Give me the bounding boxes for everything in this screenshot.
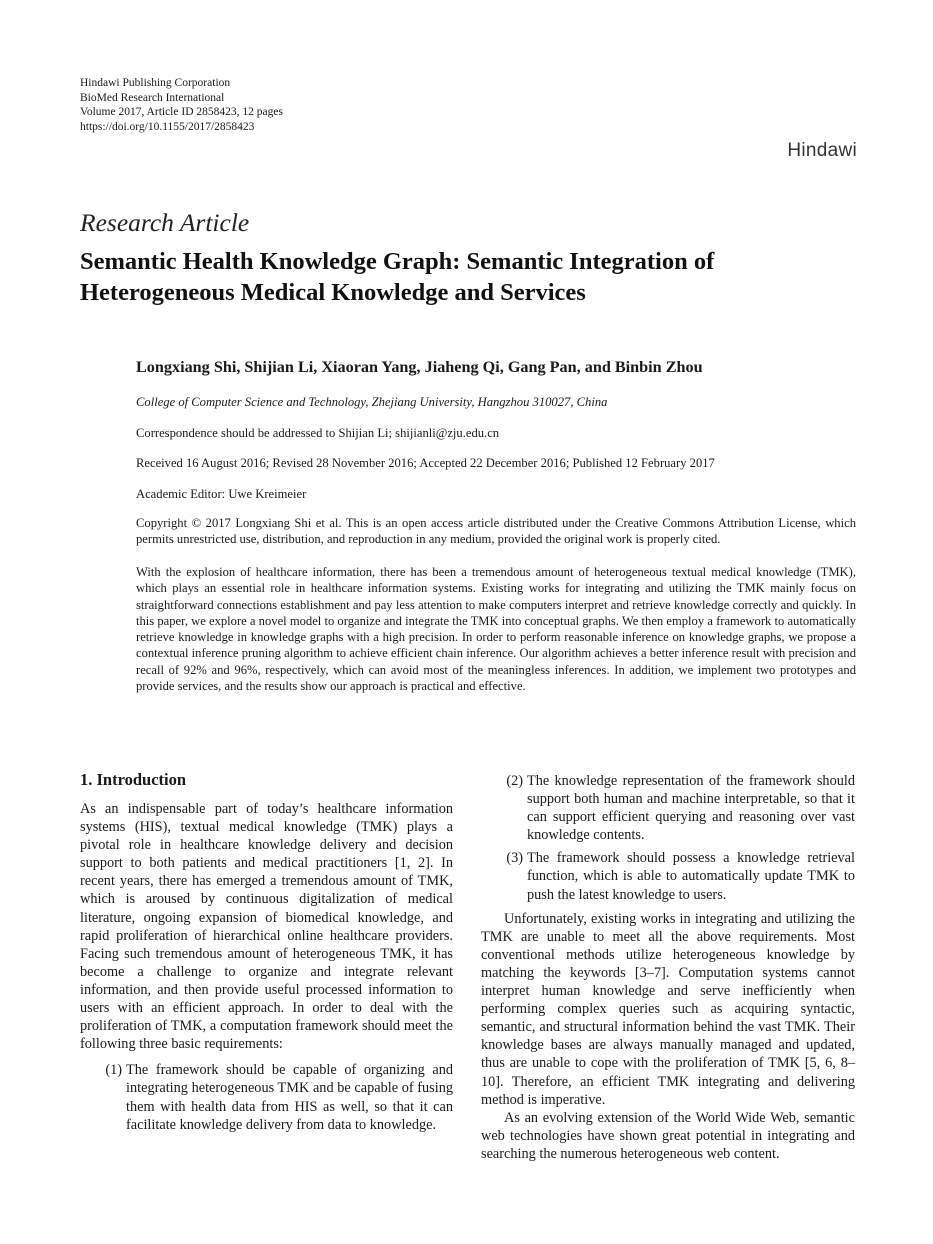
title-line-1: Semantic Health Knowledge Graph: Semantic Integration of (80, 248, 715, 275)
list-text: The framework should possess a knowledge retrieval function, which is able to automatically update TMK to push the latest knowledge to users. (527, 850, 855, 903)
list-text: The framework should be capable of organizing and integrating heterogeneous TMK and be capable of fusing them with health data from HIS as well, so that it can facilitate knowledge delivery from data to knowledge. (126, 1062, 453, 1133)
list-number: (2) (506, 773, 523, 789)
academic-editor: Academic Editor: Uwe Kreimeier (136, 487, 307, 501)
paper-title (80, 246, 860, 308)
article-type: Research Article (80, 208, 250, 237)
title-line-2: Heterogeneous Medical Knowledge and Services (80, 279, 586, 306)
volume-info: Volume 2017, Article ID 2858423, 12 pages (80, 106, 283, 119)
journal-metadata (80, 76, 283, 134)
section-heading: 1. Introduction (80, 770, 187, 789)
body-paragraph: As an evolving extension of the World Wide Web, semantic web technologies have shown great potential in integrating and searching the numerous heterogeneous web content. (481, 1109, 855, 1162)
requirements-list-part-2 (481, 772, 855, 904)
right-column (481, 772, 855, 1163)
list-text: The knowledge representation of the framework should support both human and machine interpretable, so that it can support efficient querying and reasoning over vast knowledge contents. (527, 773, 855, 844)
journal-name: BioMed Research International (80, 91, 225, 104)
hindawi-logo: Hindawi (787, 140, 857, 161)
list-number: (3) (506, 850, 523, 867)
requirements-list-part-1 (80, 1061, 453, 1133)
publication-dates: Received 16 August 2016; Revised 28 November 2016; Accepted 22 December 2016; Published 12 February 2017 (136, 456, 715, 470)
doi-link[interactable]: https://doi.org/10.1155/2017/2858423 (80, 120, 255, 133)
correspondence: Correspondence should be addressed to Shijian Li; shijianli@zju.edu.cn (136, 426, 500, 440)
left-column (80, 770, 453, 1139)
abstract: With the explosion of healthcare information, there has been a tremendous amount of heterogeneous textual medical knowledge (TMK), which plays an essential role in healthcare information systems. Existing works for integrating and utilizing the TMK mainly focus on straightforward connections establishment and pay less attention to make computers interpret and retrieve knowledge correctly and quickly. In this paper, we explore a novel model to organize and integrate the TMK into conceptual graphs. We then employ a framework to automatically retrieve knowledge in knowledge graphs with a high precision. In order to perform reasonable inference on knowledge graphs, we propose a contextual inference pruning algorithm to achieve efficient chain inference. Our algorithm achieves a better inference result with precision and recall of 92% and 96%, respectively, which can avoid most of the meaningless inferences. In addition, we implement two prototypes and provide services, and the results show our approach is practical and effective. (136, 565, 856, 694)
body-paragraph: Unfortunately, existing works in integrating and utilizing the TMK are unable to meet all the above requirements. Most conventional methods utilize heterogeneous knowledge by matching the keywords [3–7]. Computation systems cannot interpret human knowledge and serve inefficiently when performing complex queries such as acquiring syntactic, semantic, and structural information behind the vast TMK. Their knowledge bases are always manually managed and updated, thus are unable to cope with the proliferation of TMK [5, 6, 8–10]. Therefore, an efficient TMK integrating and delivering method is imperative. (481, 910, 855, 1108)
list-number: (1) (105, 1062, 122, 1079)
author-list: Longxiang Shi, Shijian Li, Xiaoran Yang, Jiaheng Qi, Gang Pan, and Binbin Zhou (136, 358, 703, 376)
copyright-notice: Copyright © 2017 Longxiang Shi et al. This is an open access article distributed under the Creative Commons Attribution License, which permits unrestricted use, distribution, and reproduction in any medium, provided the original work is properly cited. (136, 516, 856, 546)
affiliation: College of Computer Science and Technology, Zhejiang University, Hangzhou 310027, China (136, 395, 608, 409)
list-item (481, 772, 855, 844)
list-item (80, 1061, 453, 1133)
list-item (481, 849, 855, 903)
intro-paragraph: As an indispensable part of today’s healthcare information systems (HIS), textual medical knowledge (TMK) plays a pivotal role in healthcare knowledge delivery and decision support to both patients and medical practitioners [1, 2]. In recent years, there has emerged a tremendous amount of TMK, which is aroused by continuous digitalization of medical literature, ongoing expansion of biomedical knowledge, and rapid proliferation of hierarchical online healthcare providers. Facing such tremendous amount of heterogeneous TMK, it has become a challenge to organize and integrate relevant information, and then provide useful processed information to users with an efficient approach. In order to deal with the proliferation of TMK, a computation framework should meet the following three basic requirements: (80, 801, 453, 1053)
publisher: Hindawi Publishing Corporation (80, 77, 231, 89)
